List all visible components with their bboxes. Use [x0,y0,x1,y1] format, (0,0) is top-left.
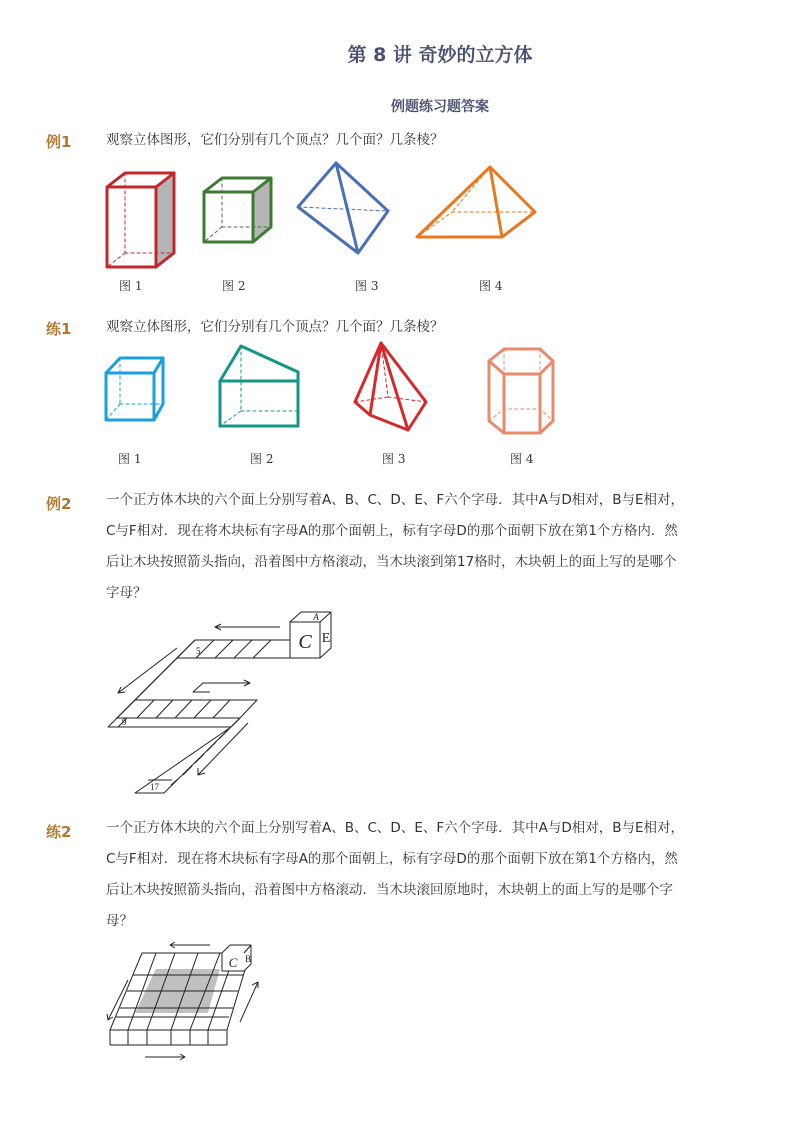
cube-front-letter: C [298,631,312,653]
triangular-prism-figure [220,346,298,426]
triangular-pyramid-figure [298,163,388,253]
practice-2-grid-diagram [0,940,800,1065]
example-2-label: 例2 [46,495,72,513]
cube-front-letter: C [228,955,238,970]
rectangular-prism-figure [107,173,174,267]
practice-1-fig-1-label: 图 1 [118,452,142,466]
example-1-question: 观察立体图形，它们分别有几个顶点？几个面？几条棱？ [106,132,444,148]
example-1-label: 例1 [46,133,72,151]
practice-2-question: 一个正方体木块的六个面上分别写着A、B、C、D、E、F六个字母．其中A与D相对，B与E相对， C与F相对．现在将木块标有字母A的那个面朝上，标有字母D的那个面朝下放在第1个方格内，然 后让木块按照箭头指向，沿着图中方格滚动．当木块滚回原地时，木块朝上的面上写的是哪个字 母？ [106,820,685,929]
example-1-figures [0,165,800,275]
example-1-fig-3-label: 图 3 [355,279,379,293]
practice-1-figures [0,340,800,440]
cube-top-letter: A [313,612,319,622]
cell-number-17: 17 [150,782,159,792]
example-1-fig-4-label: 图 4 [479,279,503,293]
example-1-fig-2-label: 图 2 [222,279,246,293]
practice-1-label: 练1 [46,320,72,338]
example-1-fig-1-label: 图 1 [119,279,143,293]
cell-number-5: 5 [196,646,201,656]
pentagonal-pyramid-figure [355,343,426,430]
page-title: 第 8 讲 奇妙的立方体 [347,44,533,66]
practice-1-question: 观察立体图形，它们分别有几个顶点？几个面？几条棱？ [106,319,444,335]
hexagonal-prism-figure [489,349,553,433]
cube-right-letter: B [244,954,252,964]
practice-1-fig-4-label: 图 4 [510,452,534,466]
cell-number-9: 9 [122,717,127,727]
cube-right-letter: E [321,631,331,646]
practice-1-fig-2-label: 图 2 [250,452,274,466]
square-pyramid-figure [417,167,535,237]
cube-figure [204,178,271,242]
cube-figure [106,358,163,420]
example-2-question: 一个正方体木块的六个面上分别写着A、B、C、D、E、F六个字母．其中A与D相对，B与E相对， C与F相对．现在将木块标有字母A的那个面朝上，标有字母D的那个面朝下放在第1个方格内．然 后让木块按照箭头指向，沿着图中方格滚动，当木块滚到第17格时，木块朝上的面上写的是哪个 字母？ [106,492,685,601]
practice-2-label: 练2 [46,823,72,841]
practice-1-fig-3-label: 图 3 [382,452,406,466]
example-2-grid-diagram [0,605,800,795]
page-subtitle: 例题练习题答案 [391,99,489,115]
